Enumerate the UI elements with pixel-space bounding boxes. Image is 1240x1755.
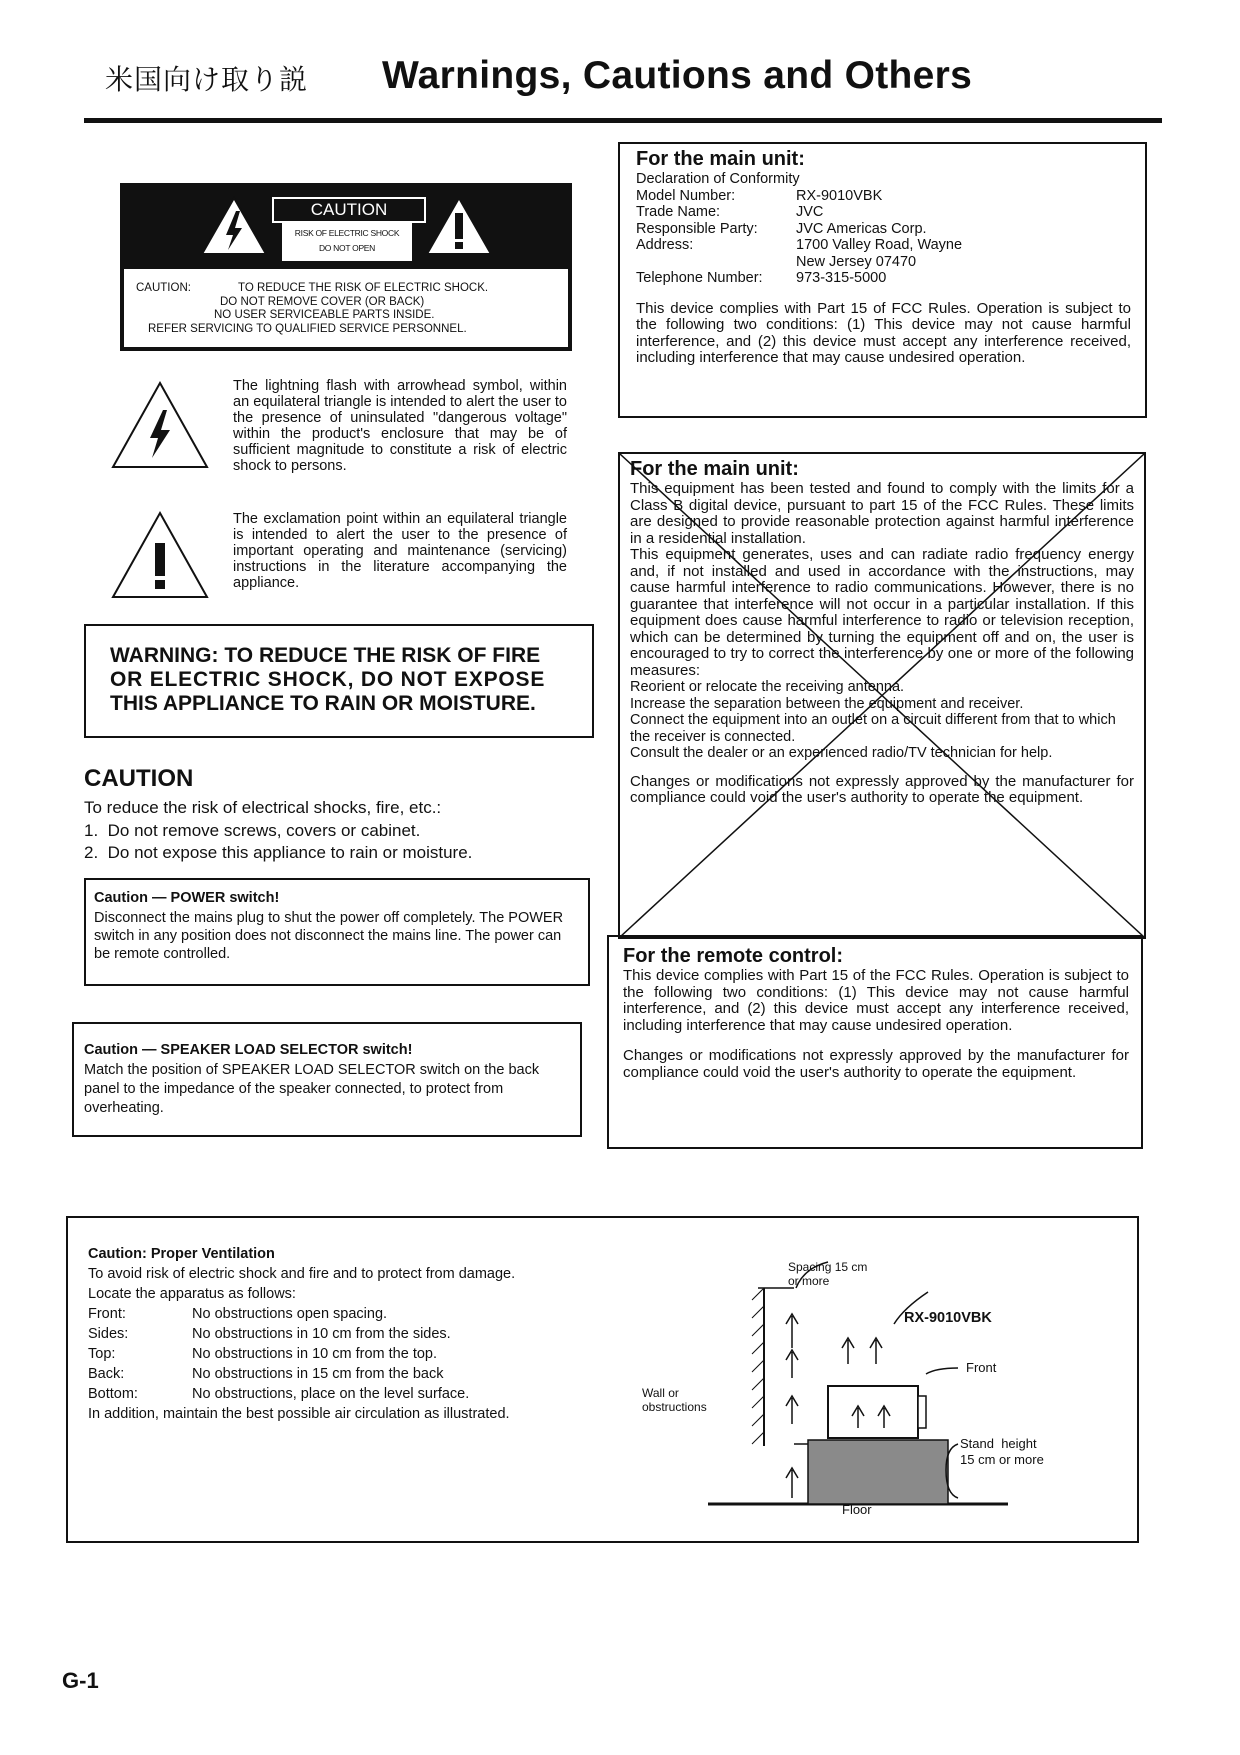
- caution-item-1: 1. Do not remove screws, covers or cabinet.: [84, 821, 421, 840]
- ventilation-intro-2: Locate the apparatus as follows:: [88, 1286, 296, 1302]
- diagram-model: RX-9010VBK: [904, 1310, 992, 1326]
- ventilation-row: [88, 1304, 648, 1324]
- field-row: [636, 204, 1131, 221]
- field-value: JVC Americas Corp.: [796, 220, 927, 237]
- caution-label-box: [120, 183, 572, 351]
- power-switch-text: Disconnect the mains plug to shut the power off completely. The POWER switch in any position does not disconnect the mains line. The power can be remote controlled.: [94, 910, 564, 962]
- field-row: [636, 254, 1131, 271]
- ventilation-title: Caution: Proper Ventilation: [88, 1246, 275, 1262]
- field-label: [636, 254, 796, 271]
- speaker-switch-text: Match the position of SPEAKER LOAD SELECTOR switch on the back panel to the impedance of the speaker connected, to protect from overheating.: [84, 1062, 540, 1116]
- measure-item: Reorient or relocate the receiving antenna.: [630, 679, 905, 695]
- power-switch-title: Caution — POWER switch!: [94, 890, 280, 906]
- ventilation-row: [88, 1324, 648, 1344]
- ventilation-footer: In addition, maintain the best possible air circulation as illustrated.: [88, 1406, 510, 1422]
- remote-control-box: [607, 935, 1143, 1149]
- field-label: Address:: [636, 237, 694, 253]
- diagram-stand-2: 15 cm or more: [960, 1452, 1044, 1467]
- field-row: [636, 237, 1131, 254]
- diagram-spacing-1: Spacing 15 cm: [788, 1260, 868, 1274]
- field-value: RX-9010VBK: [796, 187, 883, 204]
- class-b-notice-box: [618, 452, 1146, 939]
- lightning-explanation: The lightning flash with arrowhead symbol, within an equilateral triangle is intended to alert the user to the presence of uninsulated "dangerous voltage" within the product's enclosure that may be of sufficient magnitude to constitute a risk of electric shock to persons.: [233, 378, 567, 474]
- main-unit-title-2: For the main unit:: [630, 458, 799, 480]
- field-label: Telephone Number:: [636, 270, 763, 286]
- field-label: Model Number:: [636, 187, 736, 204]
- caution-line-4: REFER SERVICING TO QUALIFIED SERVICE PERSONNEL.: [148, 322, 467, 335]
- exclamation-triangle-icon: [424, 195, 494, 257]
- ventilation-box: [66, 1216, 1139, 1543]
- ventilation-text: [88, 1244, 648, 1424]
- remote-title: For the remote control:: [623, 945, 844, 967]
- measure-item: Connect the equipment into an outlet on a circuit different from that to which the receiver is connected.: [630, 712, 1116, 745]
- remote-paragraph-1: This device complies with Part 15 of the FCC Rules. Operation is subject to the following two conditions: (1) This device may not cause harmful interference, and (2) this device must accept any interference received, including interference that may cause undesired operation.: [623, 967, 1129, 1034]
- field-row: [636, 270, 1131, 287]
- ventilation-intro-1: To avoid risk of electric shock and fire and to protect from damage.: [88, 1266, 516, 1282]
- warning-line-3: THIS APPLIANCE TO RAIN OR MOISTURE.: [110, 692, 536, 715]
- risk-line: RISK OF ELECTRIC SHOCK: [294, 228, 400, 238]
- ventilation-row: [88, 1384, 648, 1404]
- ventilation-value: No obstructions open spacing.: [192, 1306, 388, 1322]
- caution-banner: CAUTION: [272, 197, 426, 223]
- ventilation-label: Top:: [88, 1346, 116, 1362]
- caution-line-1: TO REDUCE THE RISK OF ELECTRIC SHOCK.: [238, 282, 489, 294]
- warning-line-2: OR ELECTRIC SHOCK, DO NOT EXPOSE: [110, 668, 546, 691]
- field-row: [636, 221, 1131, 238]
- fcc-compliance-text: This device complies with Part 15 of FCC Rules. Operation is subject to the following two conditions: (1) This device may not cause harmful interference, and (2) this device must accept any interference received, including interference that may cause undesired operation.: [636, 299, 1131, 366]
- ventilation-row: [88, 1344, 648, 1364]
- ventilation-label: Sides:: [88, 1326, 129, 1342]
- field-value: New Jersey 07470: [796, 253, 917, 270]
- caution-label-text: [124, 282, 568, 336]
- diagram-stand-1: Stand height: [960, 1436, 1037, 1451]
- caution-word: CAUTION:: [136, 282, 191, 294]
- page-number: G-1: [62, 1668, 99, 1693]
- ventilation-value: No obstructions, place on the level surface.: [192, 1386, 470, 1402]
- caution-heading: CAUTION: [84, 765, 194, 792]
- ventilation-value: No obstructions in 10 cm from the sides.: [192, 1326, 451, 1342]
- risk-label-plate: [282, 223, 412, 261]
- ventilation-label: Back:: [88, 1366, 125, 1382]
- field-value: 973-315-5000: [796, 270, 887, 286]
- warning-line-1: WARNING: TO REDUCE THE RISK OF FIRE: [110, 644, 541, 667]
- exclamation-explanation: The exclamation point within an equilateral triangle is intended to alert the user to the presence of important operating and maintenance (servicing) instructions in the literature accompanying the appliance.: [233, 511, 567, 591]
- caution-line-2: DO NOT REMOVE COVER (OR BACK): [220, 295, 425, 308]
- field-value: 1700 Valley Road, Wayne: [796, 237, 963, 253]
- lightning-triangle-icon: [199, 195, 269, 257]
- declaration-of-conformity-box: [618, 142, 1147, 418]
- diagram-wall-1: Wall or: [642, 1386, 679, 1400]
- caution-item-2: 2. Do not expose this appliance to rain or moisture.: [84, 843, 473, 862]
- page-title: Warnings, Cautions and Others: [382, 54, 973, 97]
- lightning-symbol-icon: [110, 380, 210, 470]
- caution-line-3: NO USER SERVICEABLE PARTS INSIDE.: [214, 309, 435, 321]
- ventilation-row: [88, 1364, 648, 1384]
- japanese-title: 米国向け取り説: [105, 63, 309, 96]
- ventilation-label: Front:: [88, 1306, 126, 1322]
- field-row: [636, 188, 1131, 205]
- remote-paragraph-2: Changes or modifications not expressly approved by the manufacturer for compliance could void the user's authority to operate the equipment.: [623, 1047, 1129, 1081]
- speaker-switch-title: Caution — SPEAKER LOAD SELECTOR switch!: [84, 1042, 413, 1058]
- ventilation-value: No obstructions in 10 cm from the top.: [192, 1346, 437, 1362]
- main-unit-title: For the main unit:: [636, 148, 805, 170]
- diagram-spacing-2: or more: [788, 1274, 830, 1288]
- field-label: Trade Name:: [636, 204, 721, 220]
- ventilation-diagram: [628, 1248, 1128, 1538]
- measure-item: Increase the separation between the equipment and receiver.: [630, 695, 1024, 712]
- class-b-paragraph-2: This equipment generates, uses and can radiate radio frequency energy and, if not installed and used in accordance with the instructions, may cause harmful interference to radio communications. However, there is no guarantee that interference will not occur in a particular installation. If this equipment does cause harmful interference to radio or television reception, which can be determined by turning the equipment off and on, the user is encouraged to try to correct the interference by one or more of the following measures:: [630, 546, 1134, 679]
- speaker-switch-caution-box: [72, 1022, 582, 1137]
- warning-box: [84, 624, 594, 738]
- field-label: Responsible Party:: [636, 220, 758, 237]
- strike-through-cross: [620, 454, 1144, 937]
- field-value: JVC: [796, 204, 824, 220]
- ventilation-label: Bottom:: [88, 1386, 138, 1402]
- measure-item: Consult the dealer or an experienced radio/TV technician for help.: [630, 745, 1053, 761]
- class-b-paragraph-1: This equipment has been tested and found to comply with the limits for a Class B digital device, pursuant to part 15 of the FCC Rules. These limits are designed to provide reasonable protection against harmful interference in a residential installation.: [630, 480, 1134, 547]
- exclamation-symbol-icon: [110, 510, 210, 600]
- do-not-open-line: DO NOT OPEN: [318, 243, 376, 253]
- power-switch-caution-box: [84, 878, 590, 986]
- caution-intro: To reduce the risk of electrical shocks, fire, etc.:: [84, 798, 442, 817]
- ventilation-value: No obstructions in 15 cm from the back: [192, 1366, 444, 1382]
- diagram-floor: Floor: [842, 1502, 872, 1517]
- diagram-front: Front: [966, 1360, 997, 1375]
- declaration-subtitle: Declaration of Conformity: [636, 171, 800, 187]
- diagram-wall-2: obstructions: [642, 1400, 707, 1414]
- class-b-paragraph-3: Changes or modifications not expressly approved by the manufacturer for compliance could void the user's authority to operate the equipment.: [630, 772, 1134, 806]
- header-rule: [84, 118, 1162, 123]
